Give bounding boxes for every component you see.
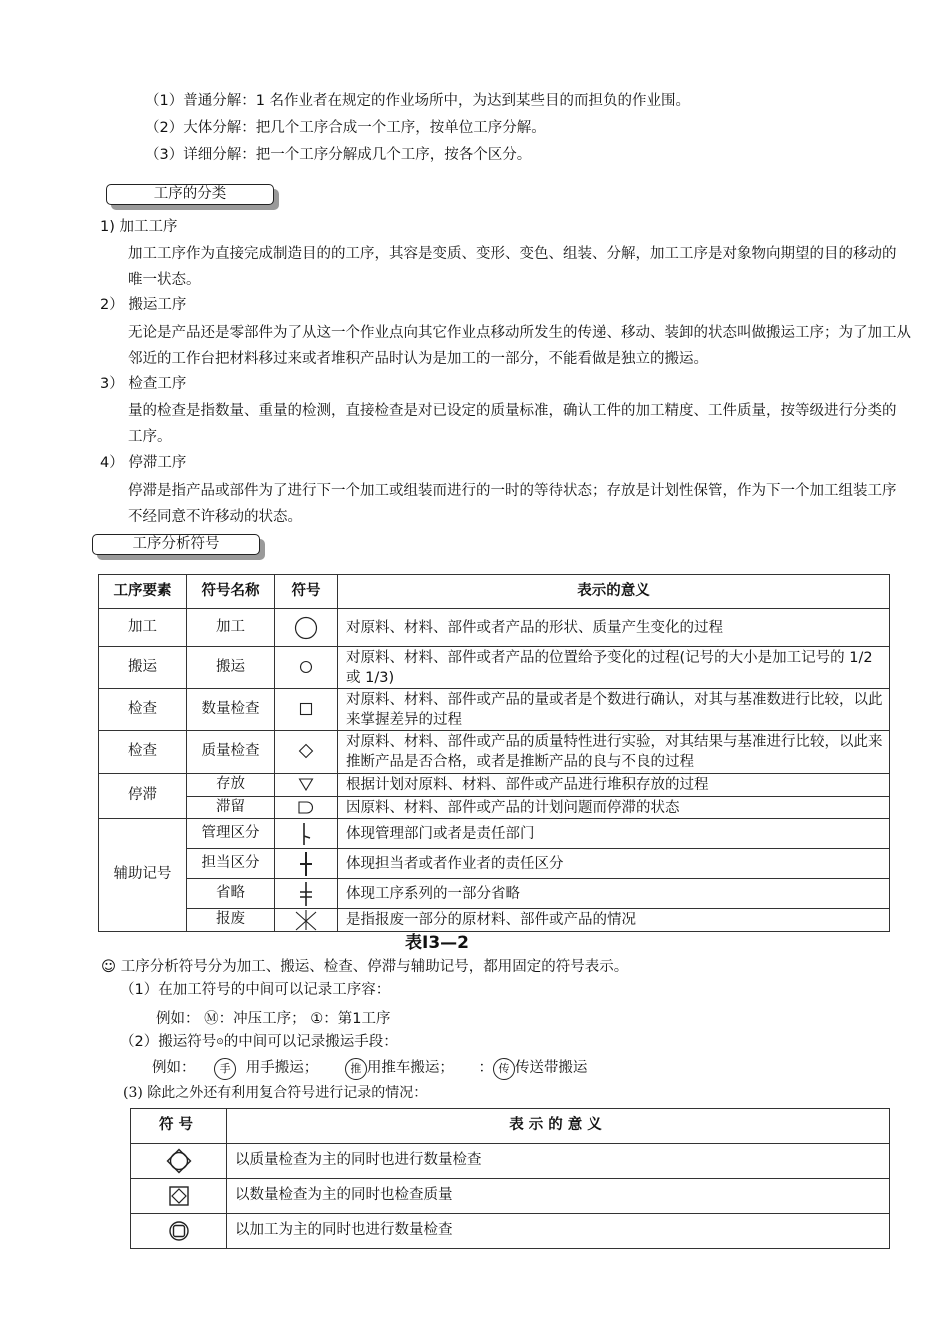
cell-symbol: [275, 609, 338, 647]
cell-symbol: [131, 1214, 227, 1249]
header-meaning: 表示的意义: [227, 1109, 890, 1144]
inverted-triangle-icon: [298, 777, 314, 791]
note-line-3-rest: 的中间可以记录搬运手段：: [223, 1034, 398, 1050]
cell-symbol: [275, 819, 338, 849]
table-row: [99, 879, 890, 909]
cell-meaning: 体现工序系列的一部分省略: [338, 879, 890, 909]
cell-symbol-name: 搬运: [187, 647, 275, 689]
cell-symbol: [275, 647, 338, 689]
example-2-hand: 用手搬运；: [245, 1060, 319, 1076]
table-row: [99, 797, 890, 819]
cell-symbol-name: 担当区分: [187, 849, 275, 879]
example-1: [156, 1011, 390, 1028]
example-2-prefix: 例如：: [152, 1060, 196, 1076]
cell-symbol-name: 报废: [187, 909, 275, 932]
cell-symbol: [275, 879, 338, 909]
cell-symbol: [131, 1179, 227, 1214]
table-row: [99, 849, 890, 879]
diamond-in-circle-icon: [166, 1148, 192, 1174]
section-title-process-classification: 工序的分类: [106, 184, 274, 205]
table-row: [99, 774, 890, 797]
cell-symbol: [275, 849, 338, 879]
cell-meaning: 对原料、材料、部件或者产品的形状、质量产生变化的过程: [338, 609, 890, 647]
table-header-row: [99, 575, 890, 609]
small-circle-icon: [299, 660, 313, 674]
section-title-process-symbols: 工序分析符号: [92, 534, 260, 555]
cell-symbol-name: 质量检查: [187, 731, 275, 774]
cell-symbol-name: 省略: [187, 879, 275, 909]
intro-item-3: （3）详细分解：把一个工序分解成几个工序，按各个区分。: [145, 147, 532, 163]
header-symbol-name: 符号名称: [187, 575, 275, 609]
cell-meaning: 以质量检查为主的同时也进行数量检查: [227, 1144, 890, 1179]
composite-symbol-table: [130, 1108, 890, 1249]
cell-element: 搬运: [99, 647, 187, 689]
cell-meaning: 对原料、材料、部件或产品的量或者是个数进行确认，对其与基准数进行比较，以此来掌握差异的过程: [338, 689, 890, 731]
responsibility-cross-icon: [298, 851, 314, 877]
cell-meaning: 因原料、材料、部件或产品的计划问题而停滞的状态: [338, 797, 890, 819]
cell-meaning: 对原料、材料、部件或者产品的位置给予变化的过程(记号的大小是加工记号的 1/2 或 1/3): [338, 647, 890, 689]
large-circle-icon: [294, 616, 318, 640]
intro-item-2: （2）大体分解：把几个工序合成一个工序，按单位工序分解。: [145, 120, 546, 136]
process-symbol-table: [98, 574, 890, 932]
item-heading-stagnation: 4） 停滞工序: [100, 455, 187, 471]
cell-element: 停滞: [99, 774, 187, 819]
cell-symbol: [275, 689, 338, 731]
cell-meaning: 对原料、材料、部件或产品的质量特性进行实验，对其结果与基准进行比较，以此来推断产品是否合格，或者是推断产品的良与不良的过程: [338, 731, 890, 774]
diamond-icon: [298, 743, 314, 759]
small-circle-dot-icon: ⊙: [216, 1037, 224, 1047]
cart-circle-icon: 推: [345, 1058, 367, 1080]
cell-meaning: 体现管理部门或者是责任部门: [338, 819, 890, 849]
scrap-mark-icon: [293, 909, 319, 931]
example-1-m: Ⓜ：冲压工序；: [204, 1011, 306, 1027]
cell-element: 辅助记号: [99, 819, 187, 932]
table-caption: 表I3—2: [405, 933, 469, 953]
header-symbol: 符号: [275, 575, 338, 609]
item-body-inspection: 量的检查是指数量、重量的检测，直接检查是对已设定的质量标准，确认工件的加工精度、工件质量，按等级进行分类的工序。: [128, 403, 897, 445]
example-1-one: ①：第1工序: [310, 1011, 391, 1027]
example-2: [152, 1058, 587, 1080]
cell-meaning: 根据计划对原料、材料、部件或产品进行堆积存放的过程: [338, 774, 890, 797]
cell-symbol: [275, 731, 338, 774]
square-icon: [299, 702, 313, 716]
cell-symbol-name: 滞留: [187, 797, 275, 819]
table-row: [99, 819, 890, 849]
note-line-3-text: （2）搬运符号: [120, 1034, 217, 1050]
example-2-cart: 用推车搬运；: [366, 1060, 454, 1076]
note-line-1: ☺ 工序分析符号分为加工、搬运、检查、停滞与辅助记号，都用固定的符号表示。: [101, 959, 629, 975]
cell-meaning: 是指报废一部分的原材料、部件或产品的情况: [338, 909, 890, 932]
table-row: [131, 1144, 890, 1179]
item-body-processing: 加工工序作为直接完成制造目的的工序，其容是变质、变形、变色、组装、分解，加工工序是对象物向期望的目的移动的唯一状态。: [128, 246, 897, 288]
example-2-colon: ：: [478, 1060, 493, 1076]
cell-element: 检查: [99, 689, 187, 731]
item-heading-inspection: 3） 检查工序: [100, 376, 187, 392]
item-body-transport: 无论是产品还是零部件为了从这一个作业点向其它作业点移动所发生的传递、移动、装卸的状态叫做搬运工序；为了加工从邻近的工作台把材料移过来或者堆积产品时认为是加工的一部分，不能看做是独立的搬运。: [128, 325, 911, 367]
conveyor-circle-icon: 传: [493, 1058, 515, 1080]
header-meaning: 表示的意义: [338, 575, 890, 609]
item-heading-transport: 2） 搬运工序: [100, 297, 187, 313]
table-row: [99, 909, 890, 932]
hand-circle-icon: 手: [214, 1058, 236, 1080]
diamond-in-square-icon: [168, 1185, 190, 1207]
example-1-prefix: 例如：: [156, 1011, 200, 1027]
cell-symbol-name: 加工: [187, 609, 275, 647]
item-body-stagnation: 停滞是指产品或部件为了进行下一个加工或组装而进行的一时的等待状态；存放是计划性保管，作为下一个加工组装工序不经同意不许移动的状态。: [128, 483, 897, 525]
cell-meaning: 以加工为主的同时也进行数量检查: [227, 1214, 890, 1249]
example-2-conveyor: 传送带搬运: [514, 1060, 588, 1076]
table-header-row: [131, 1109, 890, 1144]
note-line-2: （1）在加工符号的中间可以记录工序容：: [120, 982, 391, 998]
cell-symbol: [275, 909, 338, 932]
header-symbol: 符号: [131, 1109, 227, 1144]
cell-element: 检查: [99, 731, 187, 774]
table-row: [99, 609, 890, 647]
cell-symbol: [275, 774, 338, 797]
item-heading-processing: 1) 加工工序: [100, 219, 178, 235]
intro-item-1: （1）普通分解：1 名作业者在规定的作业场所中，为达到某些目的而担负的作业围。: [145, 93, 691, 109]
cell-symbol-name: 存放: [187, 774, 275, 797]
table-row: [131, 1179, 890, 1214]
square-in-circle-icon: [168, 1220, 190, 1242]
table-row: [99, 731, 890, 774]
management-mark-icon: [298, 822, 314, 846]
cell-meaning: 以数量检查为主的同时也检查质量: [227, 1179, 890, 1214]
note-line-3: [120, 1034, 398, 1051]
omission-mark-icon: [298, 881, 314, 907]
note-line-4: (3) 除此之外还有利用复合符号进行记录的情况：: [123, 1085, 428, 1101]
cell-symbol-name: 数量检查: [187, 689, 275, 731]
cell-meaning: 体现担当者或者作业者的责任区分: [338, 849, 890, 879]
cell-symbol: [131, 1144, 227, 1179]
cell-symbol: [275, 797, 338, 819]
table-row: [99, 647, 890, 689]
table-row: [131, 1214, 890, 1249]
cell-element: 加工: [99, 609, 187, 647]
header-element: 工序要素: [99, 575, 187, 609]
table-row: [99, 689, 890, 731]
d-shape-icon: [297, 800, 315, 814]
cell-symbol-name: 管理区分: [187, 819, 275, 849]
